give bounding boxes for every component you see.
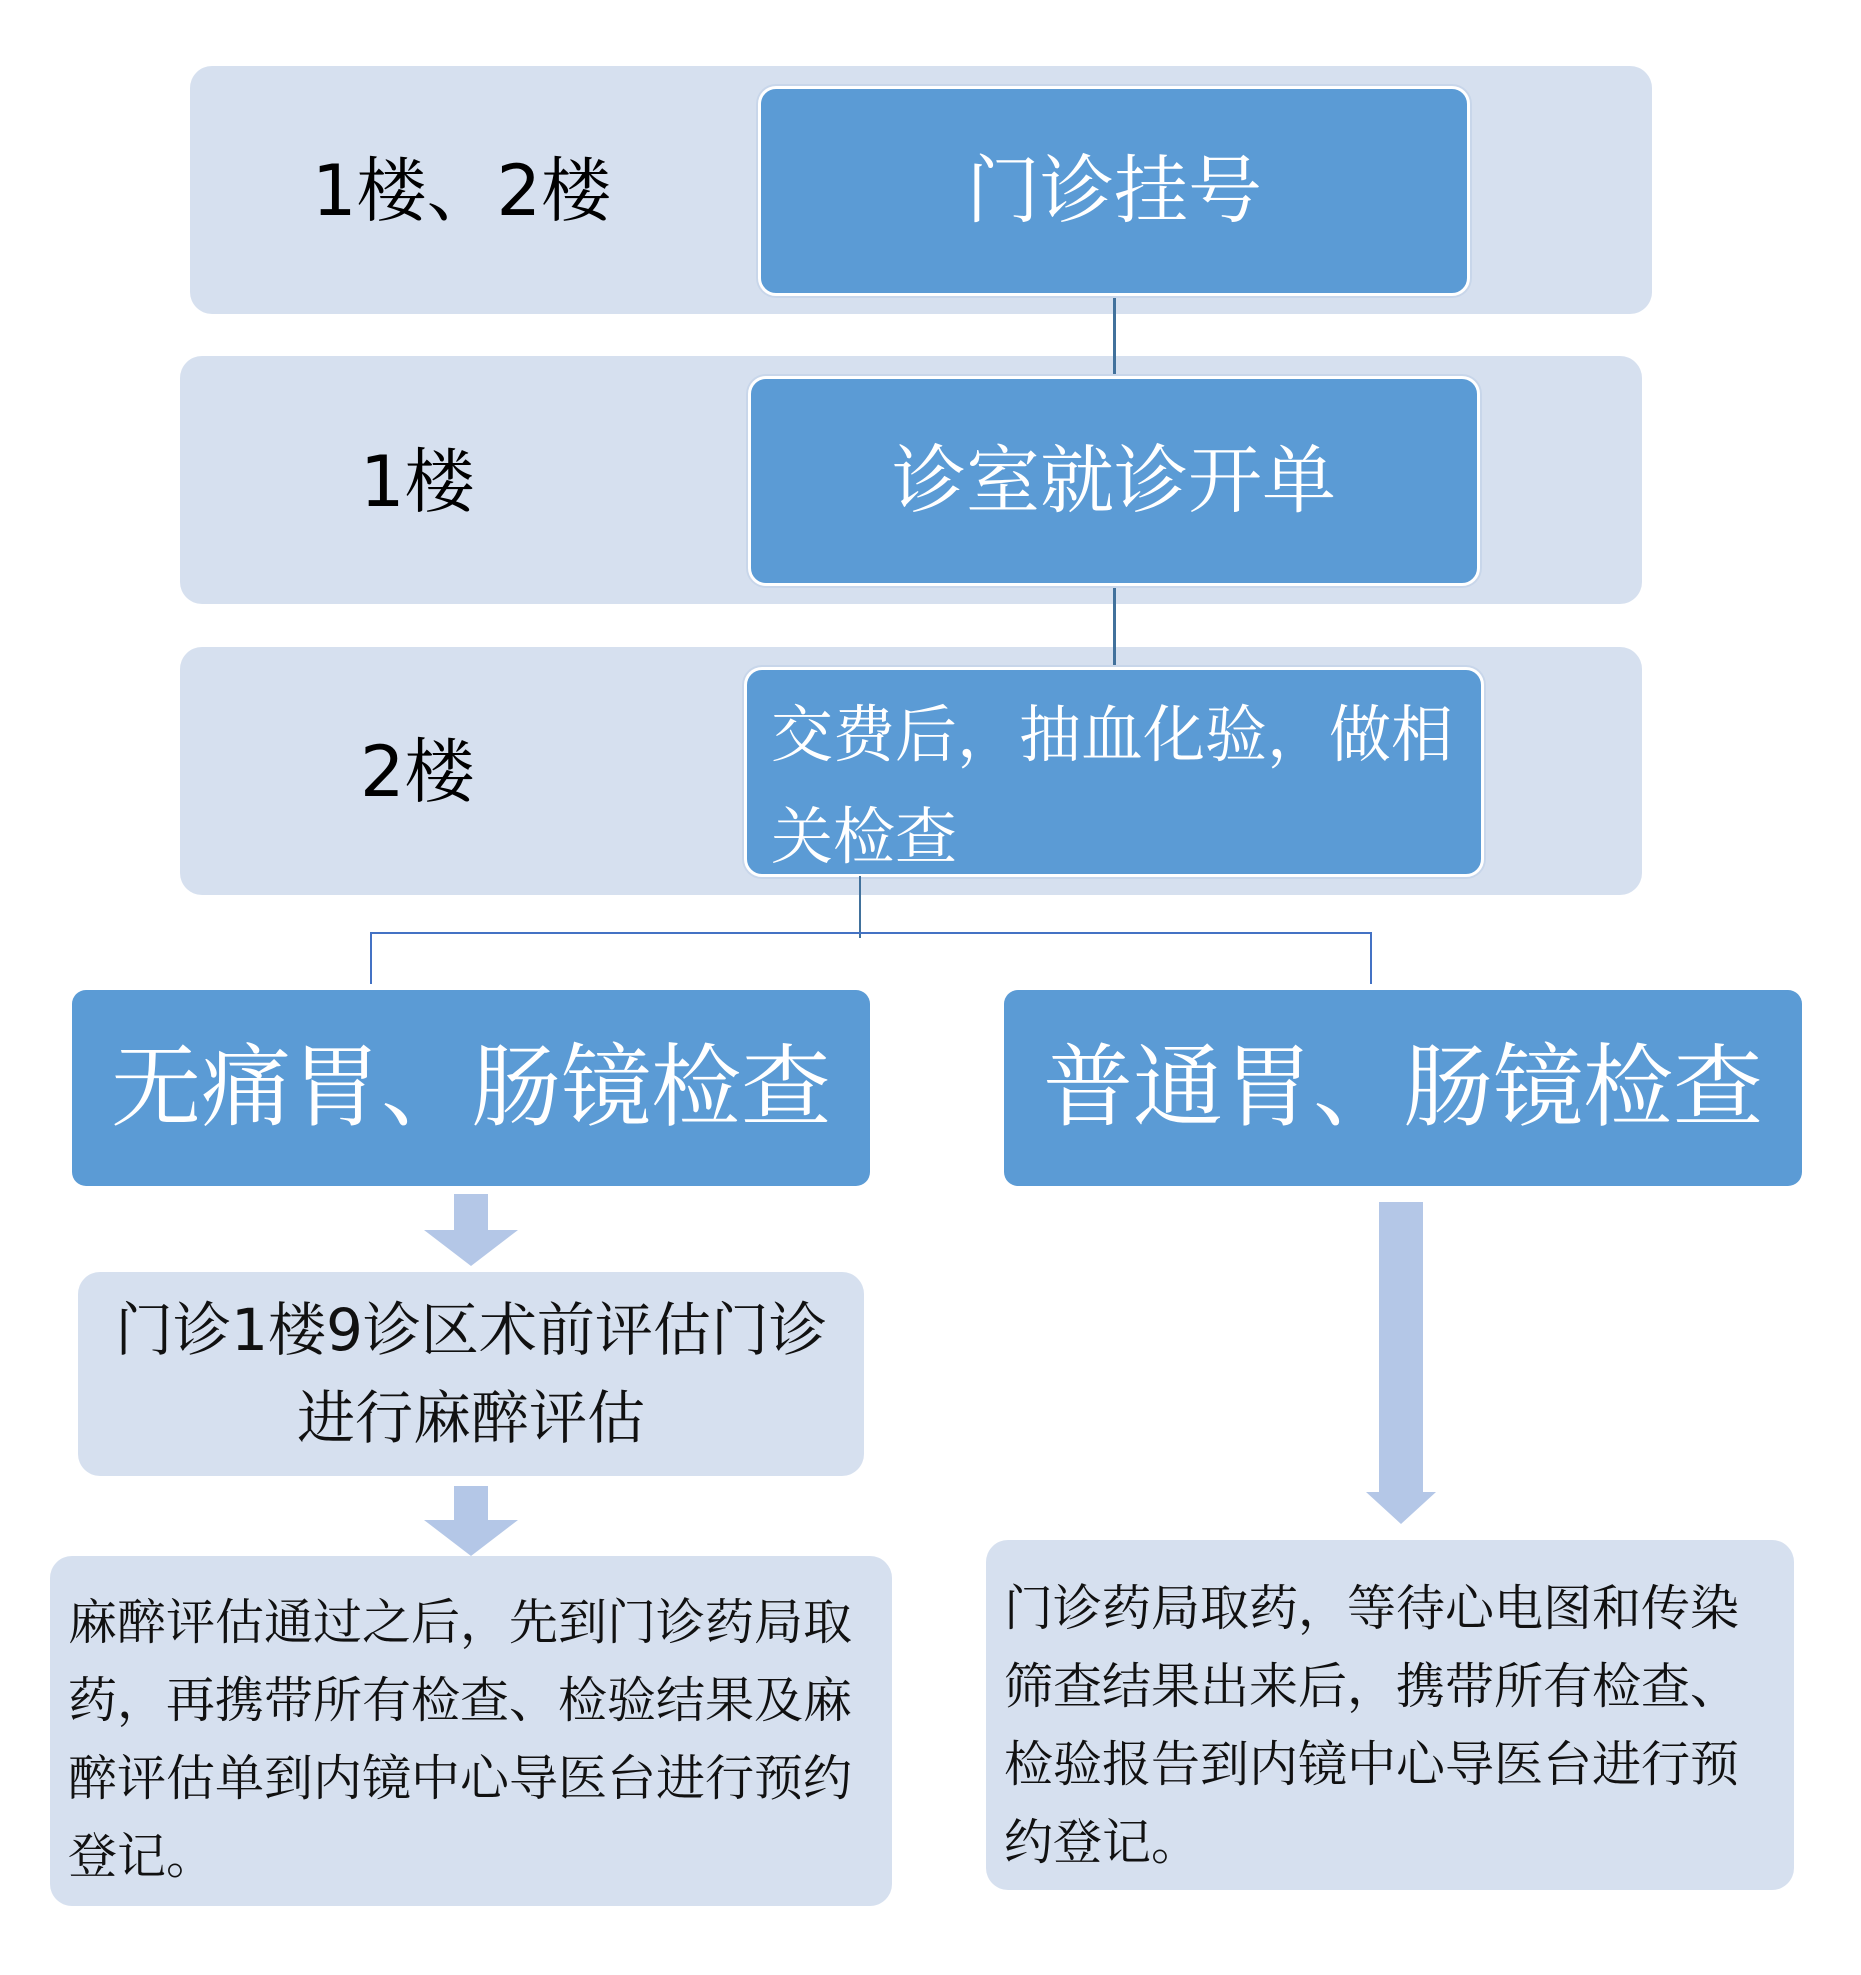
note-anesthesia-assessment bbox=[78, 1272, 864, 1476]
arrow-down-long-icon bbox=[1366, 1202, 1436, 1524]
floor-label-2: 1楼 bbox=[360, 441, 475, 523]
step-payment-tests-text: 交费后，抽血化验，做相关检查 bbox=[771, 698, 1454, 873]
note-anesthesia-assessment-text: 门诊1楼9诊区术前评估门诊进行麻醉评估 bbox=[115, 1296, 827, 1452]
floor-label-1: 1楼、2楼 bbox=[312, 150, 612, 232]
split-left-drop bbox=[370, 932, 372, 984]
connector-line-1 bbox=[1113, 294, 1116, 378]
step-registration-text: 门诊挂号 bbox=[966, 148, 1262, 234]
arrow-down-icon bbox=[424, 1486, 518, 1556]
split-horizontal bbox=[370, 932, 1372, 934]
branch-regular-title: 普通胃、肠镜检查 bbox=[1043, 1035, 1763, 1140]
arrow-down-icon bbox=[424, 1194, 518, 1266]
branch-regular bbox=[1004, 990, 1802, 1186]
split-right-drop bbox=[1370, 932, 1372, 984]
note-painless-final bbox=[50, 1556, 892, 1906]
split-stem bbox=[859, 876, 861, 938]
branch-painless-title: 无痛胃、肠镜检查 bbox=[111, 1035, 831, 1140]
note-painless-final-text: 麻醉评估通过之后，先到门诊药局取药，再携带所有检查、检验结果及麻醉评估单到内镜中心导医台进行预约登记。 bbox=[68, 1594, 853, 1885]
connector-line-2 bbox=[1113, 584, 1116, 670]
step-registration bbox=[758, 86, 1470, 296]
note-regular-final bbox=[986, 1540, 1794, 1890]
step-consultation bbox=[748, 376, 1480, 586]
branch-painless bbox=[72, 990, 870, 1186]
note-regular-final-text: 门诊药局取药，等待心电图和传染筛查结果出来后，携带所有检查、检验报告到内镜中心导医台进行预约登记。 bbox=[1004, 1580, 1740, 1871]
step-payment-tests bbox=[744, 667, 1484, 877]
floor-label-3: 2楼 bbox=[360, 731, 475, 813]
step-consultation-text: 诊室就诊开单 bbox=[892, 438, 1336, 524]
